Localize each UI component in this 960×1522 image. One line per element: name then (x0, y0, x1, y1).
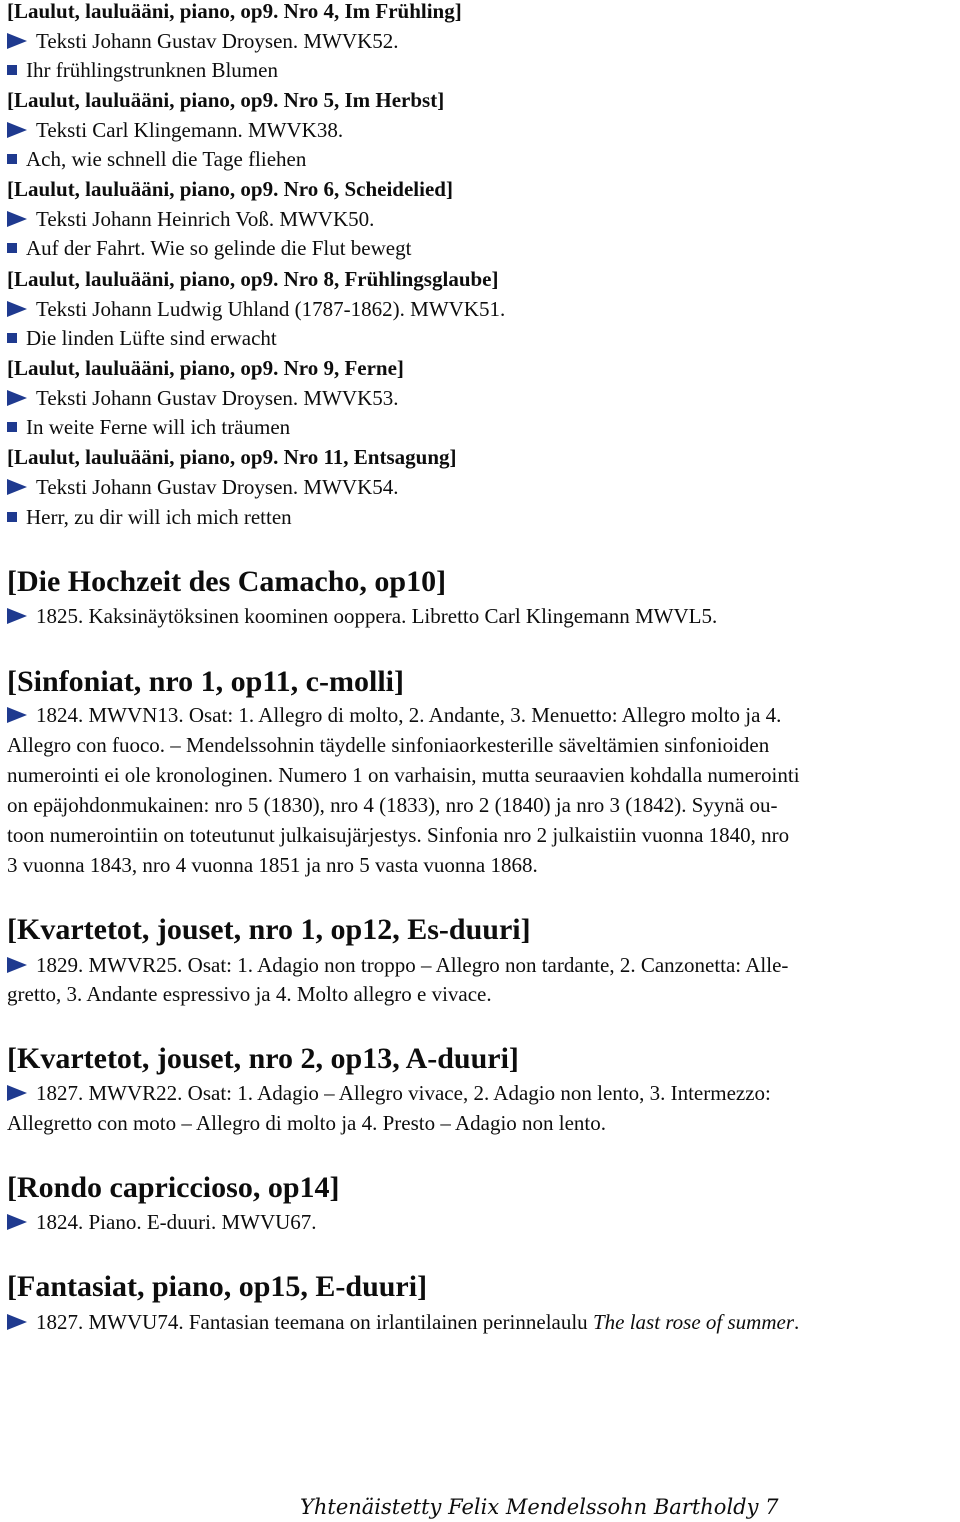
triangle-bullet-icon (7, 608, 27, 624)
work-heading: [Die Hochzeit des Camacho, op10] (7, 565, 447, 598)
work-text: 1824. Piano. E-duuri. MWVU67. (36, 1210, 317, 1234)
square-bullet-icon (7, 333, 17, 343)
song-incipit-line (7, 233, 411, 263)
song-text-line (7, 294, 505, 324)
square-bullet-icon (7, 422, 17, 432)
triangle-bullet-icon (7, 390, 27, 406)
triangle-bullet-icon (7, 1314, 27, 1330)
triangle-bullet-icon (7, 707, 27, 723)
song-incipit-line (7, 412, 290, 442)
work-text-end: . (794, 1310, 800, 1334)
triangle-bullet-icon (7, 479, 27, 495)
triangle-bullet-icon (7, 122, 27, 138)
work-heading: [Rondo capriccioso, op14] (7, 1171, 340, 1204)
work-text-line: on epäjohdonmukainen: nro 5 (1830), nro 4 (1833), nro 2 (1840) ja nro 3 (1842). Syynä ou- (7, 793, 778, 817)
song-text: Teksti Johann Gustav Droysen. MWVK53. (36, 386, 399, 410)
song-incipit-line (7, 323, 277, 353)
work-text: 1824. MWVN13. Osat: 1. Allegro di molto, 2. Andante, 3. Menuetto: Allegro molto ja 4. (36, 703, 782, 727)
work-text-line (7, 1207, 317, 1237)
work-text-line (7, 700, 781, 730)
song-text: Teksti Carl Klingemann. MWVK38. (36, 118, 344, 142)
triangle-bullet-icon (7, 301, 27, 317)
song-text-line (7, 472, 399, 502)
song-incipit: Die linden Lüfte sind erwacht (26, 326, 277, 350)
work-heading: [Kvartetot, jouset, nro 1, op12, Es-duuri] (7, 913, 531, 946)
song-incipit: Ach, wie schnell die Tage fliehen (26, 147, 307, 171)
square-bullet-icon (7, 243, 17, 253)
song-text-line (7, 383, 399, 413)
song-text: Teksti Johann Gustav Droysen. MWVK54. (36, 475, 399, 499)
song-incipit-line (7, 55, 278, 85)
work-text: 1829. MWVR25. Osat: 1. Adagio non troppo – Allegro non tardante, 2. Canzonetta: Alle- (36, 953, 789, 977)
square-bullet-icon (7, 65, 17, 75)
song-title: [Laulut, lauluääni, piano, op9. Nro 4, Im Frühling] (7, 0, 462, 23)
work-text-line: 3 vuonna 1843, nro 4 vuonna 1851 ja nro 5 vasta vuonna 1868. (7, 853, 538, 877)
triangle-bullet-icon (7, 33, 27, 49)
work-text-line: Allegro con fuoco. – Mendelssohnin täydelle sinfoniaorkesterille säveltämien sinfonioiden (7, 733, 770, 757)
song-text: Teksti Johann Gustav Droysen. MWVK52. (36, 29, 399, 53)
work-text: 1827. MWVR22. Osat: 1. Adagio – Allegro vivace, 2. Adagio non lento, 3. Intermezzo: (36, 1081, 771, 1105)
triangle-bullet-icon (7, 211, 27, 227)
work-text-line (7, 950, 788, 980)
triangle-bullet-icon (7, 1085, 27, 1101)
work-heading: [Kvartetot, jouset, nro 2, op13, A-duuri] (7, 1042, 519, 1075)
triangle-bullet-icon (7, 1214, 27, 1230)
work-text-line (7, 1078, 771, 1108)
song-incipit: In weite Ferne will ich träumen (26, 415, 291, 439)
work-text-line (7, 601, 717, 631)
song-text-line (7, 204, 374, 234)
work-text: 1827. MWVU74. Fantasian teemana on irlantilainen perinnelaulu (36, 1310, 593, 1334)
work-heading: [Fantasiat, piano, op15, E-duuri] (7, 1270, 428, 1303)
work-text: 1825. Kaksinäytöksinen koominen ooppera. Libretto Carl Klingemann MWVL5. (36, 604, 718, 628)
song-title: [Laulut, lauluääni, piano, op9. Nro 9, Ferne] (7, 356, 404, 380)
work-text-line: toon numerointiin on toteutunut julkaisujärjestys. Sinfonia nro 2 julkaistiin vuonna 1840, nro (7, 823, 790, 847)
work-title-italic: The last rose of summer (592, 1310, 794, 1334)
page-footer: Yhtenäistetty Felix Mendelssohn Bartholdy 7 (300, 1495, 779, 1519)
work-text-line: Allegretto con moto – Allegro di molto ja 4. Presto – Adagio non lento. (7, 1111, 607, 1135)
song-title: [Laulut, lauluääni, piano, op9. Nro 6, Scheidelied] (7, 177, 453, 201)
song-incipit: Ihr frühlingstrunknen Blumen (26, 58, 278, 82)
triangle-bullet-icon (7, 957, 27, 973)
work-heading: [Sinfoniat, nro 1, op11, c-molli] (7, 665, 404, 698)
song-text: Teksti Johann Ludwig Uhland (1787-1862). MWVK51. (36, 297, 506, 321)
square-bullet-icon (7, 154, 17, 164)
work-text-line (7, 1307, 799, 1337)
song-incipit: Auf der Fahrt. Wie so gelinde die Flut bewegt (26, 236, 412, 260)
square-bullet-icon (7, 512, 17, 522)
song-incipit-line (7, 144, 306, 174)
work-text-line: gretto, 3. Andante espressivo ja 4. Molto allegro e vivace. (7, 982, 492, 1006)
song-text-line (7, 26, 399, 56)
song-title: [Laulut, lauluääni, piano, op9. Nro 11, Entsagung] (7, 445, 457, 469)
song-title: [Laulut, lauluääni, piano, op9. Nro 5, Im Herbst] (7, 88, 445, 112)
song-incipit-line (7, 502, 292, 532)
work-text-line: numerointi ei ole kronologinen. Numero 1 on varhaisin, mutta seuraavien kohdalla numerointi (7, 763, 800, 787)
song-text: Teksti Johann Heinrich Voß. MWVK50. (36, 207, 375, 231)
song-incipit: Herr, zu dir will ich mich retten (26, 505, 292, 529)
song-title: [Laulut, lauluääni, piano, op9. Nro 8, Frühlingsglaube] (7, 267, 499, 291)
song-text-line (7, 115, 343, 145)
